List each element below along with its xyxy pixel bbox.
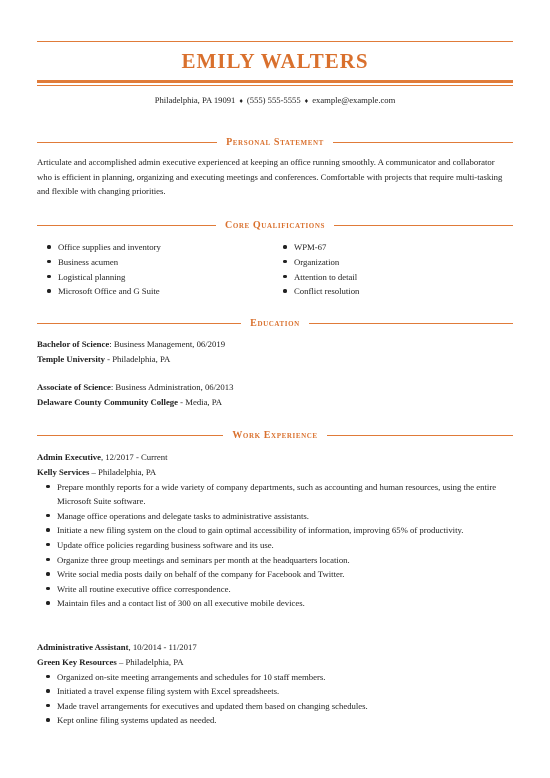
school-location: - Philadelphia, PA [104,353,171,364]
list-item: Maintain files and a contact list of 300 on all executive mobile devices. [37,596,510,611]
job-dates: , 10/2014 - 11/2017 [128,642,197,652]
section-title: Core Qualifications [225,219,325,231]
job-role: Administrative Assistant [37,642,129,652]
job-company: Kelly Services [37,466,90,477]
top-rule [37,41,513,42]
list-item: Logistical planning [47,270,161,285]
degree-detail: : Business Management, 06/2019 [109,339,226,349]
job-bullets [37,480,510,611]
list-item: Conflict resolution [283,284,359,299]
job-bullets [37,670,510,728]
job-company: Green Key Resources [37,656,117,667]
contact-line [0,95,550,105]
section-title: Personal Statement [226,136,324,148]
section-title: Work Experience [232,429,318,441]
list-item: Write all routine executive office correspondence. [37,582,510,597]
school-location: - Media, PA [178,396,223,407]
list-item: Organize three group meetings and seminars per month at the headquarters location. [37,553,510,568]
list-item: Manage office operations and delegate tasks to administrative assistants. [37,509,510,524]
list-item: Initiated a travel expense filing system with Excel spreadsheets. [37,684,510,699]
list-item: Business acumen [47,255,161,270]
list-item: Attention to detail [283,270,359,285]
section-header-work-experience [37,428,513,442]
list-item: WPM-67 [283,240,359,255]
personal-statement-text: Articulate and accomplished admin executive experienced at keeping an office running smoothly. A communicator and collaborator who is efficient in planning, organizing and executing meetings and conferences. Comfortable with projects that require multi-tasking and flexible with changing priorities. [37,157,503,197]
diamond-separator-icon: ♦ [239,97,243,105]
section-title: Education [250,317,300,329]
list-item: Prepare monthly reports for a wide variety of company departments, such as accounting and human resources, using the entire Microsoft Suite software. [37,480,510,509]
job-role: Admin Executive [37,452,101,462]
list-item: Kept online filing systems updated as needed. [37,713,510,728]
degree: Associate of Science [37,382,111,392]
list-item: Office supplies and inventory [47,240,161,255]
name-rule-thin [37,85,513,86]
contact-city: Philadelphia, PA 19091 [154,95,236,105]
section-header-education [37,316,513,330]
list-item: Update office policies regarding business software and its use. [37,538,510,553]
list-item: Organization [283,255,359,270]
job-location: – Philadelphia, PA [116,656,184,667]
school: Delaware County Community College [37,396,178,407]
list-item: Microsoft Office and G Suite [47,284,161,299]
education-entry [37,380,510,410]
qualifications-right-column [283,240,359,299]
contact-phone: (555) 555-5555 [246,95,301,105]
job-location: – Philadelphia, PA [89,466,157,477]
list-item: Initiate a new filing system on the cloud to gain optimal accessibility of information, improving 65% of productivity. [37,523,510,538]
section-header-core-qualifications [37,218,513,232]
list-item: Write social media posts daily on behalf of the company for Facebook and Twitter. [37,567,510,582]
school: Temple University [37,353,105,364]
candidate-name: EMILY WALTERS [181,49,369,73]
qualifications-left-column [47,240,161,299]
job-entry [37,450,510,611]
list-item: Made travel arrangements for executives and updated them based on changing schedules. [37,699,510,714]
list-item: Organized on-site meeting arrangements and schedules for 10 staff members. [37,670,510,685]
job-entry [37,640,510,728]
diamond-separator-icon: ♦ [304,97,309,105]
education-entry [37,337,510,367]
contact-email: example@example.com [312,95,396,105]
name-rule-thick [37,80,513,83]
job-dates: , 12/2017 - Current [100,452,168,462]
section-header-personal-statement [37,135,513,149]
degree-detail: : Business Administration, 06/2013 [110,382,234,392]
degree: Bachelor of Science [37,339,110,349]
